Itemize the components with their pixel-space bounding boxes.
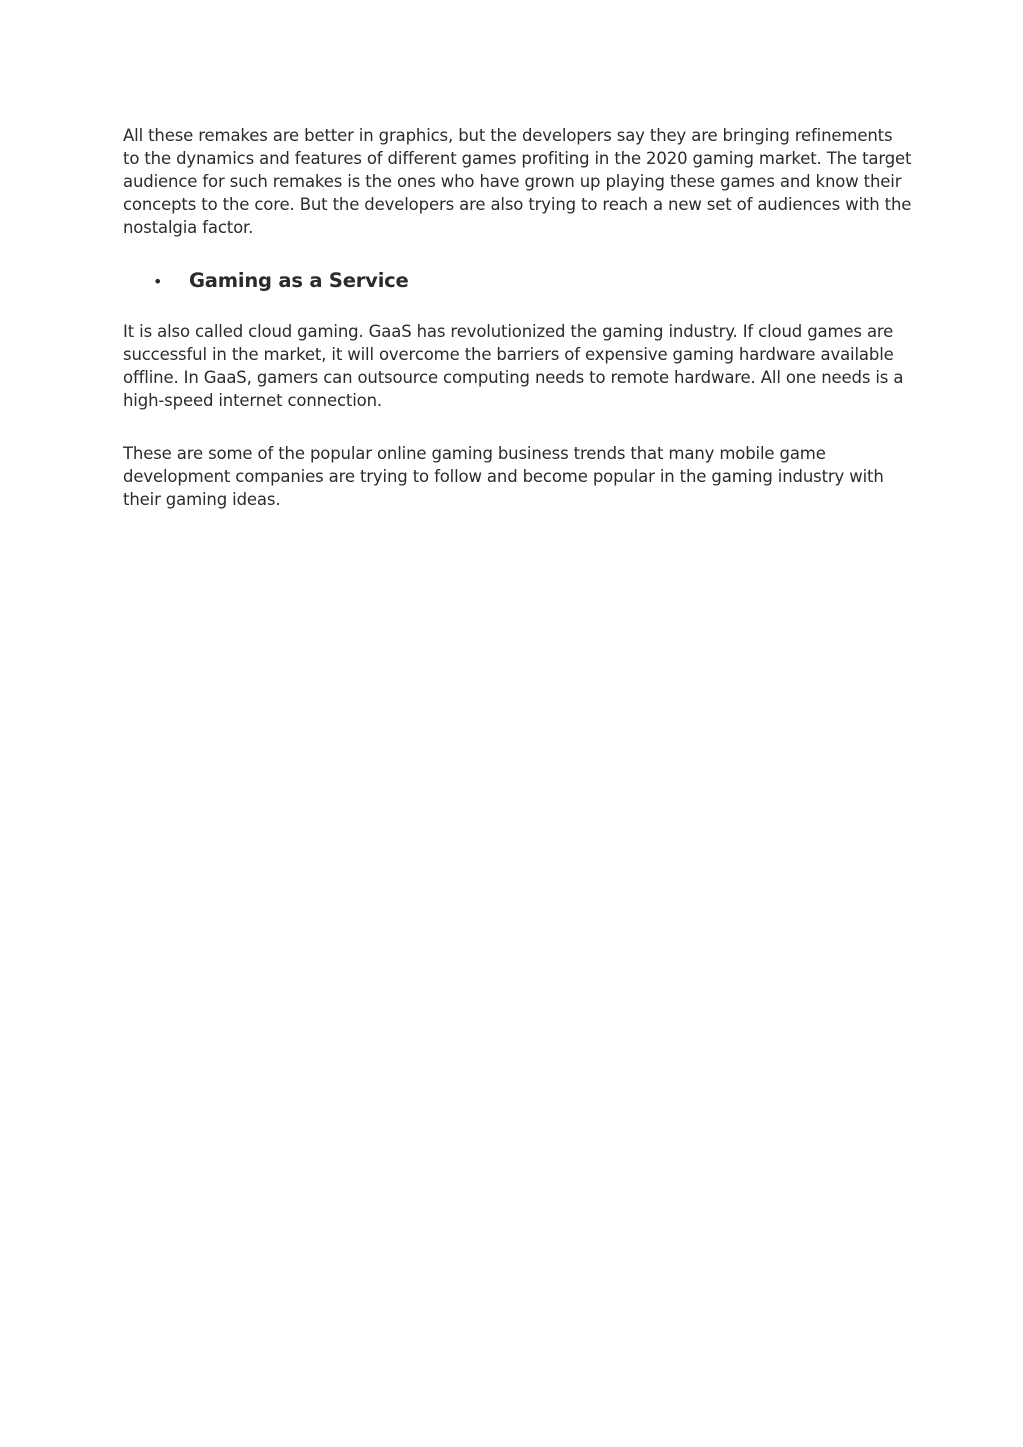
bullet-list-item [123,269,913,301]
section-heading: Gaming as a Service [189,269,409,292]
bullet-icon: • [153,272,163,291]
paragraph-remakes: All these remakes are better in graphics, but the developers say they are bringing refinements to the dynamics and features of different games profiting in the 2020 gaming market. The target audience for such remakes is the ones who have grown up playing these games and know their concepts to the core. But the developers are also trying to reach a new set of audiences with the nostalgia factor. [123,126,912,237]
paragraph-conclusion: These are some of the popular online gaming business trends that many mobile game development companies are trying to follow and become popular in the gaming industry with their gaming ideas. [123,444,884,509]
paragraph-cloud-gaming: It is also called cloud gaming. GaaS has revolutionized the gaming industry. If cloud games are successful in the market, it will overcome the barriers of expensive gaming hardware available offline. In GaaS, gamers can outsource computing needs to remote hardware. All one needs is a high-speed internet connection. [123,322,904,410]
document-body [123,124,913,511]
